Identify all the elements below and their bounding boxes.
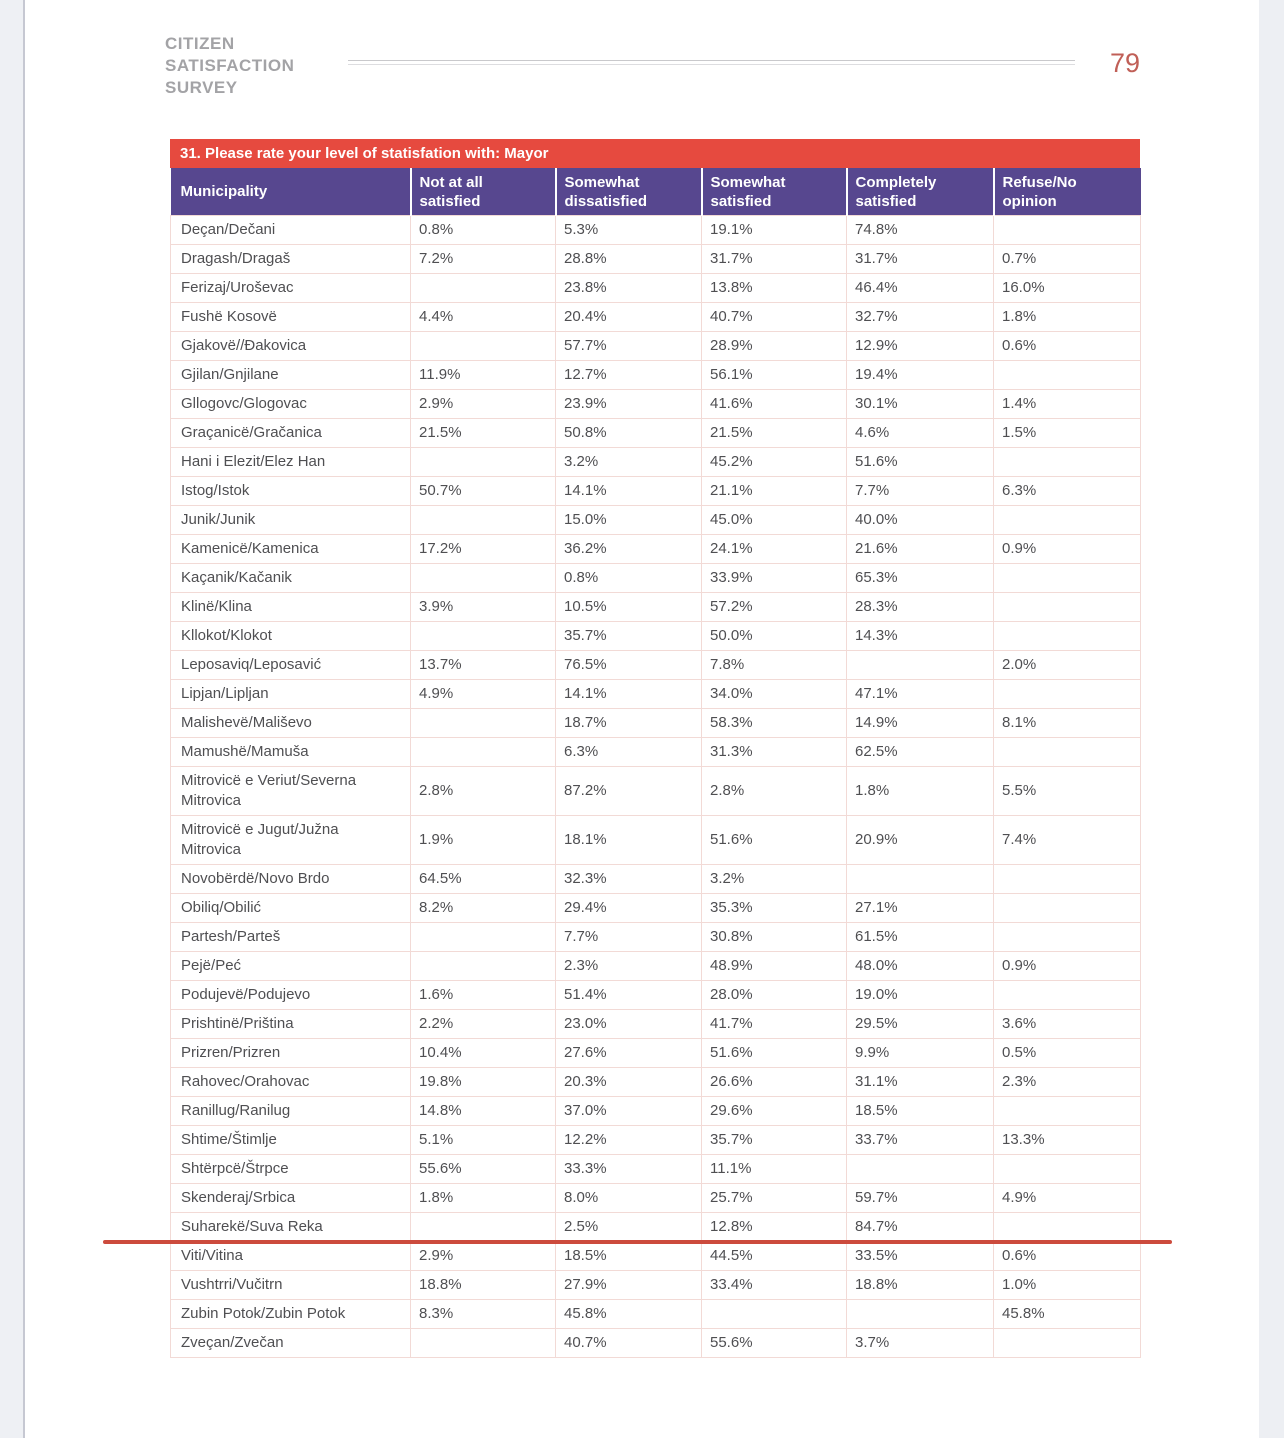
- value-cell: 32.3%: [556, 865, 702, 894]
- value-cell: 87.2%: [556, 767, 702, 816]
- value-cell: 41.6%: [702, 390, 847, 419]
- value-cell: 36.2%: [556, 535, 702, 564]
- value-cell: 30.1%: [847, 390, 994, 419]
- value-cell: 58.3%: [702, 709, 847, 738]
- table-row: [171, 245, 1141, 274]
- value-cell: 4.9%: [994, 1184, 1141, 1213]
- col-header-somewhat-satisfied: Somewhat satisfied: [702, 168, 847, 216]
- value-cell: 10.5%: [556, 593, 702, 622]
- value-cell: 21.5%: [411, 419, 556, 448]
- table-row: [171, 952, 1141, 981]
- value-cell: 50.8%: [556, 419, 702, 448]
- value-cell: [994, 448, 1141, 477]
- value-cell: [411, 709, 556, 738]
- value-cell: 7.2%: [411, 245, 556, 274]
- value-cell: 19.1%: [702, 216, 847, 245]
- value-cell: 19.0%: [847, 981, 994, 1010]
- value-cell: 18.8%: [411, 1271, 556, 1300]
- table-row: [171, 767, 1141, 816]
- value-cell: [847, 1155, 994, 1184]
- value-cell: 18.7%: [556, 709, 702, 738]
- value-cell: 8.1%: [994, 709, 1141, 738]
- table-row: [171, 981, 1141, 1010]
- value-cell: 13.3%: [994, 1126, 1141, 1155]
- value-cell: 11.1%: [702, 1155, 847, 1184]
- value-cell: 33.7%: [847, 1126, 994, 1155]
- value-cell: [411, 274, 556, 303]
- table-row: [171, 894, 1141, 923]
- report-title-line-3: SURVEY: [165, 78, 238, 97]
- value-cell: 0.9%: [994, 535, 1141, 564]
- value-cell: 2.9%: [411, 390, 556, 419]
- value-cell: [994, 1097, 1141, 1126]
- table-row: [171, 303, 1141, 332]
- value-cell: 7.8%: [702, 651, 847, 680]
- table-row: [171, 1010, 1141, 1039]
- municipality-cell: Rahovec/Orahovac: [171, 1068, 411, 1097]
- value-cell: 8.2%: [411, 894, 556, 923]
- value-cell: [411, 564, 556, 593]
- value-cell: 31.3%: [702, 738, 847, 767]
- value-cell: 0.8%: [556, 564, 702, 593]
- value-cell: 2.0%: [994, 651, 1141, 680]
- value-cell: 1.9%: [411, 816, 556, 865]
- value-cell: 14.3%: [847, 622, 994, 651]
- value-cell: 28.0%: [702, 981, 847, 1010]
- value-cell: 27.9%: [556, 1271, 702, 1300]
- municipality-cell: Suharekë/Suva Reka: [171, 1213, 411, 1242]
- value-cell: 29.5%: [847, 1010, 994, 1039]
- page-number: 79: [1110, 48, 1141, 78]
- value-cell: 3.2%: [702, 865, 847, 894]
- value-cell: 16.0%: [994, 274, 1141, 303]
- table-row: [171, 738, 1141, 767]
- value-cell: 0.8%: [411, 216, 556, 245]
- value-cell: 18.5%: [556, 1242, 702, 1271]
- value-cell: 12.9%: [847, 332, 994, 361]
- value-cell: 65.3%: [847, 564, 994, 593]
- value-cell: 12.8%: [702, 1213, 847, 1242]
- value-cell: 13.8%: [702, 274, 847, 303]
- table-row: [171, 1329, 1141, 1358]
- table-row: [171, 923, 1141, 952]
- value-cell: 50.7%: [411, 477, 556, 506]
- value-cell: 59.7%: [847, 1184, 994, 1213]
- value-cell: [994, 894, 1141, 923]
- value-cell: 14.1%: [556, 680, 702, 709]
- report-title-line-1: CITIZEN: [165, 34, 235, 53]
- value-cell: 3.2%: [556, 448, 702, 477]
- table-row: [171, 709, 1141, 738]
- value-cell: 15.0%: [556, 506, 702, 535]
- table-row: [171, 865, 1141, 894]
- table-row: [171, 564, 1141, 593]
- value-cell: 1.0%: [994, 1271, 1141, 1300]
- survey-table-section: [170, 139, 1140, 1358]
- value-cell: [994, 1329, 1141, 1358]
- value-cell: 48.0%: [847, 952, 994, 981]
- value-cell: [847, 651, 994, 680]
- value-cell: 30.8%: [702, 923, 847, 952]
- value-cell: 20.3%: [556, 1068, 702, 1097]
- col-header-not-at-all-satisfied: Not at all satisfied: [411, 168, 556, 216]
- value-cell: 45.8%: [994, 1300, 1141, 1329]
- value-cell: [994, 680, 1141, 709]
- value-cell: 21.5%: [702, 419, 847, 448]
- value-cell: 74.8%: [847, 216, 994, 245]
- value-cell: [702, 1300, 847, 1329]
- value-cell: 7.7%: [847, 477, 994, 506]
- value-cell: 29.6%: [702, 1097, 847, 1126]
- table-row: [171, 593, 1141, 622]
- value-cell: 23.8%: [556, 274, 702, 303]
- value-cell: 13.7%: [411, 651, 556, 680]
- value-cell: 4.4%: [411, 303, 556, 332]
- value-cell: 18.1%: [556, 816, 702, 865]
- table-header-row: [171, 168, 1141, 216]
- value-cell: 2.5%: [556, 1213, 702, 1242]
- table-row: [171, 622, 1141, 651]
- header-rule-line: [348, 60, 1075, 65]
- value-cell: 3.6%: [994, 1010, 1141, 1039]
- value-cell: [994, 1213, 1141, 1242]
- municipality-cell: Prishtinë/Priština: [171, 1010, 411, 1039]
- value-cell: 2.3%: [556, 952, 702, 981]
- value-cell: 5.1%: [411, 1126, 556, 1155]
- value-cell: 28.8%: [556, 245, 702, 274]
- value-cell: 5.5%: [994, 767, 1141, 816]
- value-cell: 27.1%: [847, 894, 994, 923]
- value-cell: 23.9%: [556, 390, 702, 419]
- page-right-margin-strip: [1259, 0, 1284, 1438]
- table-row: [171, 651, 1141, 680]
- value-cell: 61.5%: [847, 923, 994, 952]
- value-cell: 46.4%: [847, 274, 994, 303]
- report-title: [165, 33, 294, 99]
- table-row: [171, 1271, 1141, 1300]
- table-row: [171, 1184, 1141, 1213]
- value-cell: 51.6%: [702, 816, 847, 865]
- table-row: [171, 419, 1141, 448]
- col-header-municipality: Municipality: [171, 168, 411, 216]
- value-cell: [994, 865, 1141, 894]
- value-cell: [994, 361, 1141, 390]
- municipality-cell: Hani i Elezit/Elez Han: [171, 448, 411, 477]
- value-cell: [411, 1329, 556, 1358]
- value-cell: 55.6%: [411, 1155, 556, 1184]
- value-cell: 14.8%: [411, 1097, 556, 1126]
- municipality-cell: Deçan/Dečani: [171, 216, 411, 245]
- municipality-cell: Lipjan/Lipljan: [171, 680, 411, 709]
- value-cell: 6.3%: [556, 738, 702, 767]
- table-row: [171, 816, 1141, 865]
- value-cell: 10.4%: [411, 1039, 556, 1068]
- value-cell: 44.5%: [702, 1242, 847, 1271]
- value-cell: 1.8%: [994, 303, 1141, 332]
- municipality-cell: Obiliq/Obilić: [171, 894, 411, 923]
- value-cell: 19.8%: [411, 1068, 556, 1097]
- value-cell: 0.5%: [994, 1039, 1141, 1068]
- value-cell: 64.5%: [411, 865, 556, 894]
- red-divider-line: [103, 1240, 1172, 1244]
- value-cell: 31.7%: [847, 245, 994, 274]
- report-title-line-2: SATISFACTION: [165, 56, 295, 75]
- value-cell: 8.3%: [411, 1300, 556, 1329]
- municipality-cell: Gjilan/Gnjilane: [171, 361, 411, 390]
- value-cell: 29.4%: [556, 894, 702, 923]
- value-cell: 33.5%: [847, 1242, 994, 1271]
- value-cell: 2.8%: [411, 767, 556, 816]
- value-cell: 57.2%: [702, 593, 847, 622]
- municipality-cell: Prizren/Prizren: [171, 1039, 411, 1068]
- value-cell: 7.7%: [556, 923, 702, 952]
- municipality-cell: Fushë Kosovë: [171, 303, 411, 332]
- value-cell: [994, 923, 1141, 952]
- municipality-cell: Mitrovicë e Veriut/Severna Mitrovica: [171, 767, 411, 816]
- value-cell: 6.3%: [994, 477, 1141, 506]
- municipality-cell: Ranillug/Ranilug: [171, 1097, 411, 1126]
- municipality-cell: Podujevë/Podujevo: [171, 981, 411, 1010]
- table-row: [171, 1300, 1141, 1329]
- municipality-cell: Graçanicë/Gračanica: [171, 419, 411, 448]
- col-header-completely-satisfied: Completely satisfied: [847, 168, 994, 216]
- value-cell: 0.9%: [994, 952, 1141, 981]
- value-cell: 18.8%: [847, 1271, 994, 1300]
- value-cell: 34.0%: [702, 680, 847, 709]
- value-cell: 32.7%: [847, 303, 994, 332]
- municipality-cell: Kaçanik/Kačanik: [171, 564, 411, 593]
- value-cell: 20.4%: [556, 303, 702, 332]
- municipality-cell: Mamushë/Mamuša: [171, 738, 411, 767]
- table-row: [171, 535, 1141, 564]
- value-cell: 5.3%: [556, 216, 702, 245]
- value-cell: 14.9%: [847, 709, 994, 738]
- value-cell: [994, 622, 1141, 651]
- municipality-cell: Gjakovë//Đakovica: [171, 332, 411, 361]
- table-row: [171, 216, 1141, 245]
- municipality-cell: Klinë/Klina: [171, 593, 411, 622]
- value-cell: 27.6%: [556, 1039, 702, 1068]
- value-cell: 0.6%: [994, 332, 1141, 361]
- table-row: [171, 390, 1141, 419]
- table-row: [171, 1213, 1141, 1242]
- value-cell: 76.5%: [556, 651, 702, 680]
- value-cell: 21.1%: [702, 477, 847, 506]
- value-cell: [411, 1213, 556, 1242]
- value-cell: 33.4%: [702, 1271, 847, 1300]
- value-cell: 8.0%: [556, 1184, 702, 1213]
- value-cell: 12.2%: [556, 1126, 702, 1155]
- value-cell: 35.7%: [556, 622, 702, 651]
- value-cell: 33.3%: [556, 1155, 702, 1184]
- municipality-cell: Mitrovicë e Jugut/Južna Mitrovica: [171, 816, 411, 865]
- value-cell: [411, 952, 556, 981]
- municipality-cell: Istog/Istok: [171, 477, 411, 506]
- value-cell: [411, 923, 556, 952]
- value-cell: [994, 216, 1141, 245]
- table-row: [171, 361, 1141, 390]
- table-row: [171, 477, 1141, 506]
- question-title-bar: 31. Please rate your level of statisfation with: Mayor: [170, 139, 1140, 168]
- value-cell: 2.9%: [411, 1242, 556, 1271]
- value-cell: [847, 865, 994, 894]
- value-cell: 40.7%: [702, 303, 847, 332]
- table-row: [171, 1155, 1141, 1184]
- value-cell: 1.4%: [994, 390, 1141, 419]
- value-cell: 17.2%: [411, 535, 556, 564]
- table-row: [171, 1039, 1141, 1068]
- value-cell: 1.8%: [411, 1184, 556, 1213]
- value-cell: [411, 506, 556, 535]
- table-row: [171, 1097, 1141, 1126]
- municipality-cell: Novobërdë/Novo Brdo: [171, 865, 411, 894]
- value-cell: [411, 738, 556, 767]
- value-cell: 31.7%: [702, 245, 847, 274]
- municipality-cell: Malishevë/Mališevo: [171, 709, 411, 738]
- value-cell: 41.7%: [702, 1010, 847, 1039]
- value-cell: 55.6%: [702, 1329, 847, 1358]
- municipality-cell: Vushtrri/Vučitrn: [171, 1271, 411, 1300]
- value-cell: 33.9%: [702, 564, 847, 593]
- municipality-cell: Shtime/Štimlje: [171, 1126, 411, 1155]
- value-cell: 18.5%: [847, 1097, 994, 1126]
- value-cell: 35.3%: [702, 894, 847, 923]
- value-cell: 11.9%: [411, 361, 556, 390]
- value-cell: 14.1%: [556, 477, 702, 506]
- value-cell: 2.8%: [702, 767, 847, 816]
- value-cell: 62.5%: [847, 738, 994, 767]
- municipality-cell: Partesh/Parteš: [171, 923, 411, 952]
- municipality-cell: Gllogovc/Glogovac: [171, 390, 411, 419]
- value-cell: 19.4%: [847, 361, 994, 390]
- value-cell: 45.2%: [702, 448, 847, 477]
- value-cell: [411, 332, 556, 361]
- table-row: [171, 680, 1141, 709]
- value-cell: 9.9%: [847, 1039, 994, 1068]
- value-cell: 28.3%: [847, 593, 994, 622]
- municipality-cell: Zveçan/Zvečan: [171, 1329, 411, 1358]
- table-row: [171, 274, 1141, 303]
- value-cell: 24.1%: [702, 535, 847, 564]
- table-row: [171, 1242, 1141, 1271]
- value-cell: 21.6%: [847, 535, 994, 564]
- value-cell: 4.6%: [847, 419, 994, 448]
- municipality-cell: Kamenicë/Kamenica: [171, 535, 411, 564]
- value-cell: 3.7%: [847, 1329, 994, 1358]
- col-header-somewhat-dissatisfied: Somewhat dissatisfied: [556, 168, 702, 216]
- value-cell: [847, 1300, 994, 1329]
- municipality-cell: Skenderaj/Srbica: [171, 1184, 411, 1213]
- value-cell: [411, 448, 556, 477]
- value-cell: [994, 506, 1141, 535]
- table-row: [171, 1068, 1141, 1097]
- value-cell: [994, 593, 1141, 622]
- municipality-cell: Shtërpcë/Štrpce: [171, 1155, 411, 1184]
- value-cell: 0.6%: [994, 1242, 1141, 1271]
- value-cell: 40.7%: [556, 1329, 702, 1358]
- value-cell: 0.7%: [994, 245, 1141, 274]
- value-cell: 2.2%: [411, 1010, 556, 1039]
- municipality-cell: Dragash/Dragaš: [171, 245, 411, 274]
- value-cell: 50.0%: [702, 622, 847, 651]
- municipality-cell: Ferizaj/Uroševac: [171, 274, 411, 303]
- value-cell: [994, 564, 1141, 593]
- page-left-margin-strip: [0, 0, 25, 1438]
- value-cell: 23.0%: [556, 1010, 702, 1039]
- value-cell: 25.7%: [702, 1184, 847, 1213]
- value-cell: 7.4%: [994, 816, 1141, 865]
- value-cell: 35.7%: [702, 1126, 847, 1155]
- value-cell: 48.9%: [702, 952, 847, 981]
- municipality-cell: Zubin Potok/Zubin Potok: [171, 1300, 411, 1329]
- value-cell: 20.9%: [847, 816, 994, 865]
- value-cell: 26.6%: [702, 1068, 847, 1097]
- value-cell: 51.6%: [702, 1039, 847, 1068]
- value-cell: 45.8%: [556, 1300, 702, 1329]
- value-cell: 45.0%: [702, 506, 847, 535]
- value-cell: 31.1%: [847, 1068, 994, 1097]
- value-cell: 56.1%: [702, 361, 847, 390]
- value-cell: 3.9%: [411, 593, 556, 622]
- satisfaction-table: [170, 168, 1141, 1358]
- table-row: [171, 506, 1141, 535]
- municipality-cell: Junik/Junik: [171, 506, 411, 535]
- value-cell: [411, 622, 556, 651]
- table-row: [171, 332, 1141, 361]
- municipality-cell: Viti/Vitina: [171, 1242, 411, 1271]
- value-cell: 51.4%: [556, 981, 702, 1010]
- value-cell: [994, 738, 1141, 767]
- value-cell: 37.0%: [556, 1097, 702, 1126]
- value-cell: 28.9%: [702, 332, 847, 361]
- value-cell: 40.0%: [847, 506, 994, 535]
- municipality-cell: Kllokot/Klokot: [171, 622, 411, 651]
- table-row: [171, 448, 1141, 477]
- value-cell: 1.5%: [994, 419, 1141, 448]
- value-cell: 47.1%: [847, 680, 994, 709]
- value-cell: 4.9%: [411, 680, 556, 709]
- value-cell: 12.7%: [556, 361, 702, 390]
- value-cell: 1.6%: [411, 981, 556, 1010]
- municipality-cell: Leposaviq/Leposavić: [171, 651, 411, 680]
- table-row: [171, 1126, 1141, 1155]
- value-cell: 51.6%: [847, 448, 994, 477]
- value-cell: [994, 1155, 1141, 1184]
- value-cell: 57.7%: [556, 332, 702, 361]
- municipality-cell: Pejë/Peć: [171, 952, 411, 981]
- col-header-refuse-no-opinion: Refuse/No opinion: [994, 168, 1141, 216]
- value-cell: 2.3%: [994, 1068, 1141, 1097]
- value-cell: [994, 981, 1141, 1010]
- value-cell: 1.8%: [847, 767, 994, 816]
- value-cell: 84.7%: [847, 1213, 994, 1242]
